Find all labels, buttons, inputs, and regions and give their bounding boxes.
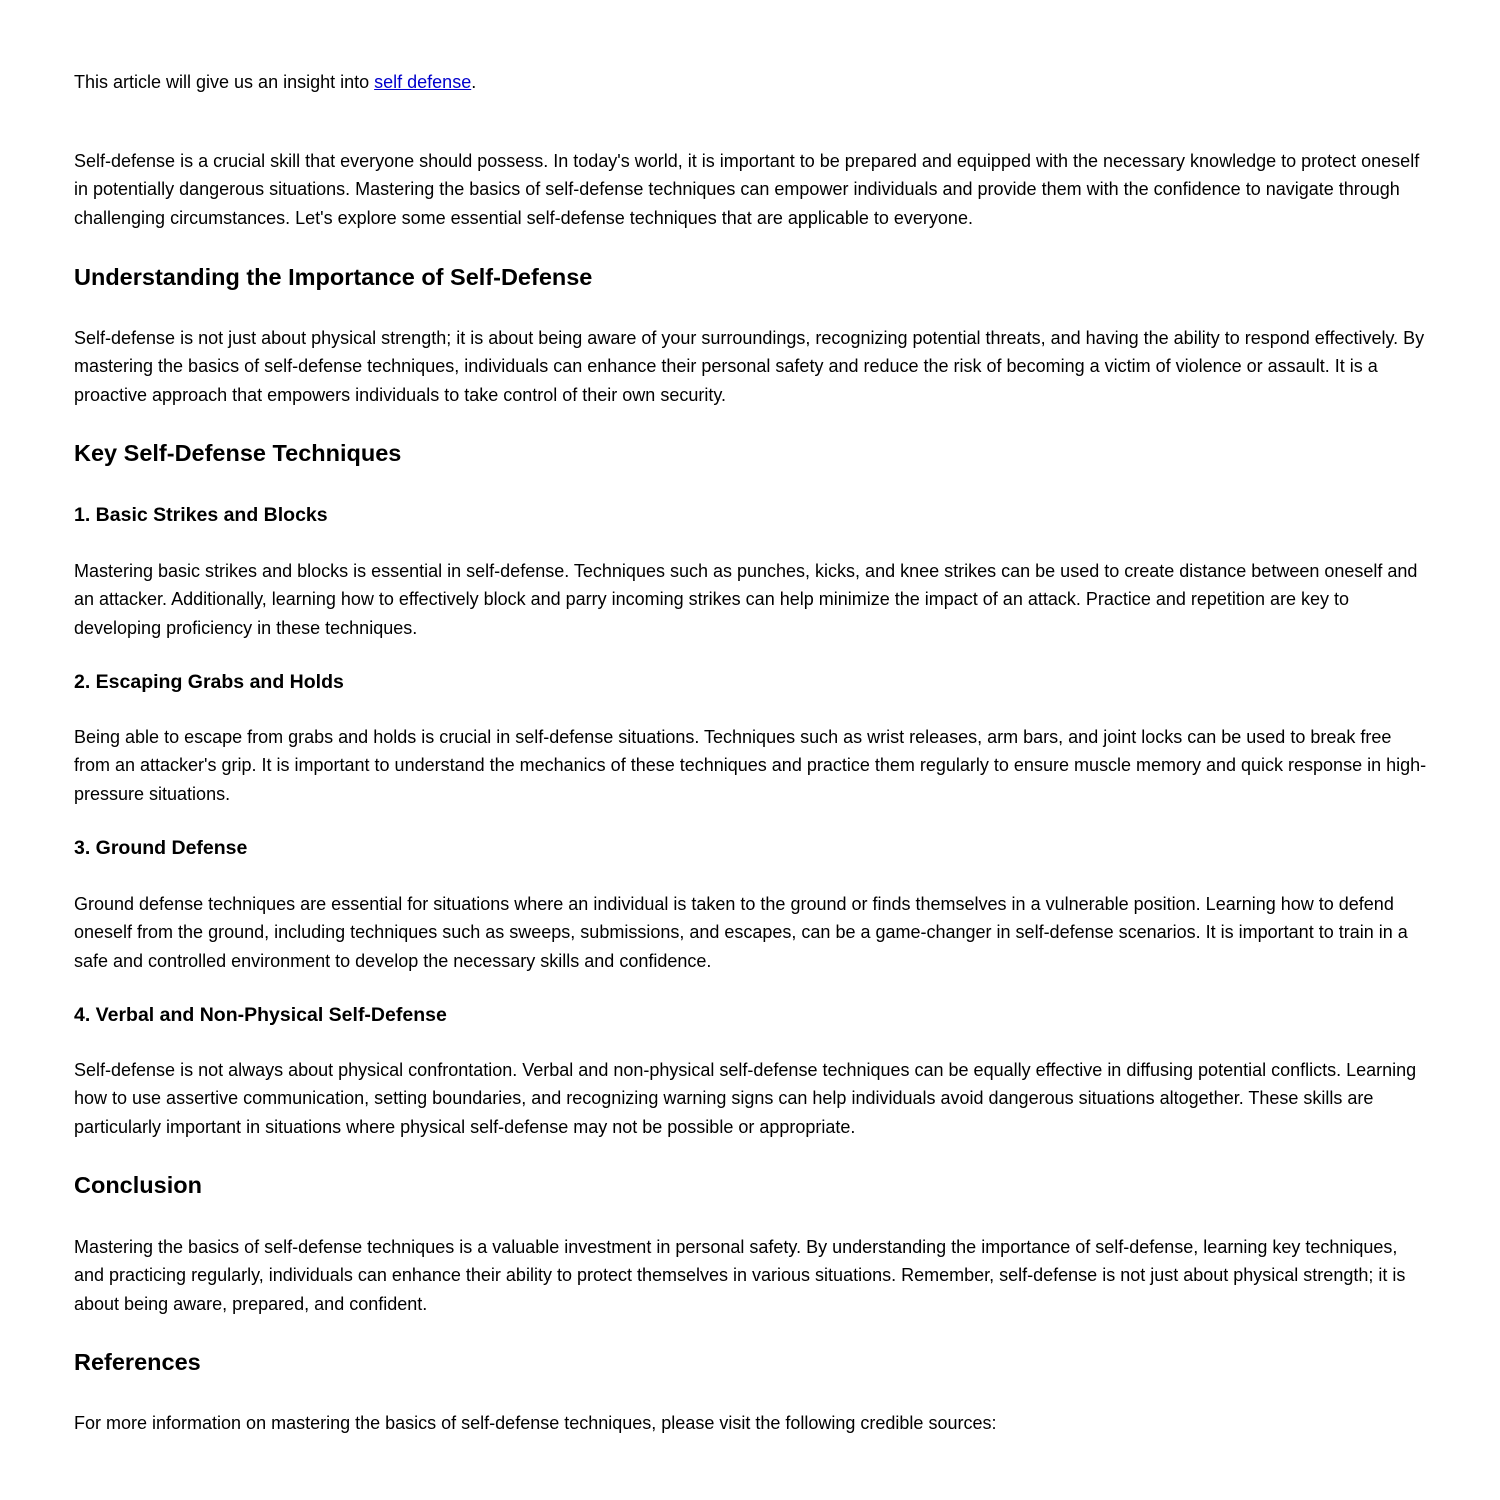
verbal-paragraph: Self-defense is not always about physical confrontation. Verbal and non-physical self-defense techniques can be equally effective in diffusing potential conflicts. Learning how to use assertive communication, setting boundaries, and recognizing warning signs can help individuals avoid dangerous situations altogether. These skills are particularly important in situations where physical self-defense may not be possible or appropriate. (74, 1060, 1417, 1137)
heading-importance: Understanding the Importance of Self-Defense (74, 264, 593, 290)
intro-line (74, 70, 476, 94)
references-paragraph: For more information on mastering the basics of self-defense techniques, please visit the following credible sources: (74, 1413, 997, 1433)
heading-verbal: 4. Verbal and Non-Physical Self-Defense (74, 1004, 447, 1026)
heading-ground: 3. Ground Defense (74, 837, 248, 859)
heading-key-techniques: Key Self-Defense Techniques (74, 440, 402, 466)
heading-grabs: 2. Escaping Grabs and Holds (74, 671, 344, 693)
heading-strikes: 1. Basic Strikes and Blocks (74, 504, 328, 526)
importance-paragraph: Self-defense is not just about physical strength; it is about being aware of your surroundings, recognizing potential threats, and having the ability to respond effectively. By mastering the basics of self-defense techniques, individuals can enhance their personal safety and reduce the risk of becoming a victim of violence or assault. It is a proactive approach that empowers individuals to take control of their own security. (74, 328, 1425, 405)
heading-conclusion: Conclusion (74, 1172, 202, 1198)
opening-paragraph: Self-defense is a crucial skill that everyone should possess. In today's world, it is important to be prepared and equipped with the necessary knowledge to protect oneself in potentially dangerous situations. Mastering the basics of self-defense techniques can empower individuals and provide them with the confidence to navigate through challenging circumstances. Let's explore some essential self-defense techniques that are applicable to everyone. (74, 151, 1420, 228)
intro-period: . (471, 72, 477, 92)
strikes-paragraph: Mastering basic strikes and blocks is essential in self-defense. Techniques such as punches, kicks, and knee strikes can be used to create distance between oneself and an attacker. Additionally, learning how to effectively block and parry incoming strikes can help minimize the impact of an attack. Practice and repetition are key to developing proficiency in these techniques. (74, 561, 1418, 638)
self-defense-link[interactable]: self defense (374, 72, 472, 92)
ground-paragraph: Ground defense techniques are essential for situations where an individual is taken to the ground or finds themselves in a vulnerable position. Learning how to defend oneself from the ground, including techniques such as sweeps, submissions, and escapes, can be a game-changer in self-defense scenarios. It is important to train in a safe and controlled environment to develop the necessary skills and confidence. (74, 894, 1408, 971)
heading-references: References (74, 1349, 201, 1375)
conclusion-paragraph: Mastering the basics of self-defense techniques is a valuable investment in personal safety. By understanding the importance of self-defense, learning key techniques, and practicing regularly, individuals can enhance their ability to protect themselves in various situations. Remember, self-defense is not just about physical strength; it is about being aware, prepared, and confident. (74, 1237, 1406, 1314)
intro-text: This article will give us an insight into (74, 72, 375, 92)
grabs-paragraph: Being able to escape from grabs and holds is crucial in self-defense situations. Techniques such as wrist releases, arm bars, and joint locks can be used to break free from an attacker's grip. It is important to understand the mechanics of these techniques and practice them regularly to ensure muscle memory and quick response in high-pressure situations. (74, 727, 1427, 804)
